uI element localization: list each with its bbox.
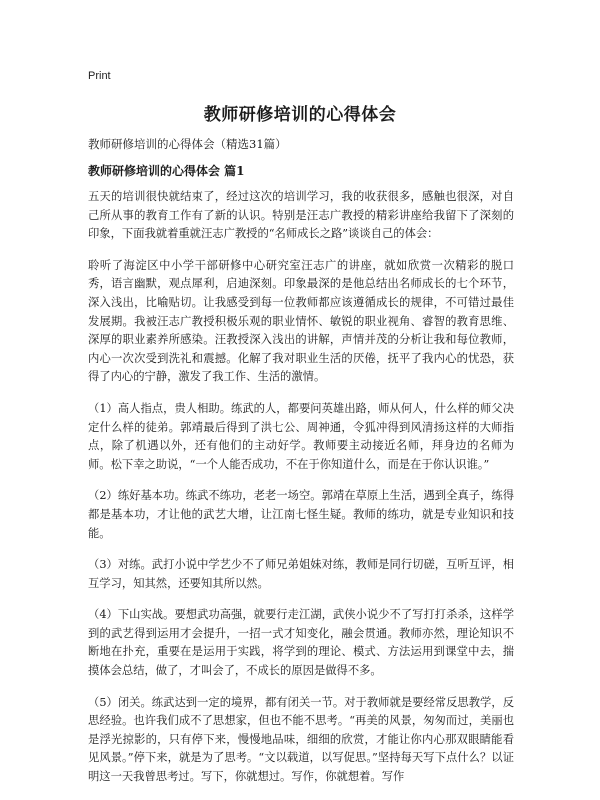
paragraph-4: （2）练好基本功。练武不练功，老老一场空。郭靖在草原上生活，遇到全真子，练得都是基本功，才让他的武艺大增，让江南七怪生疑。教师的练功，就是专业知识和技能。 <box>88 489 514 540</box>
paragraph-5: （3）对练。武打小说中学艺少不了师兄弟姐妹对练，教师是同行切磋，互听互评，相互学习，知其然，还要知其所以然。 <box>88 558 514 590</box>
paragraph-6: （4）下山实战。要想武功高强，就要行走江湖，武侠小说少不了写打打杀杀，这样学到的武艺得到运用才会提升，一招一式才知变化，融会贯通。教师亦然，理论知识不断地在扑充，重要在是运用于实践，将学到的理论、模式、方法运用到课堂中去，揣摸体会总结，做了，才叫会了，不成长的原因是做得不多。 <box>88 608 514 678</box>
paragraph-1: 五天的培训很快就结束了，经过这次的培训学习，我的收获很多，感触也很深，对自己所从事的教育工作有了新的认识。特别是汪志广教授的精彩讲座给我留下了深刻的印象，下面我就着重就汪志广教授的“名师成长之路”谈谈自己的体会： <box>88 190 514 241</box>
paragraph-7: （5）闭关。练武达到一定的境界，都有闭关一节。对于教师就是要经常反思教学，反思经验。也许我们成不了思想家，但也不能不思考。“再美的风景，匆匆而过，美丽也是浮光掠影的，只有停下来，慢慢地品味，细细的欣赏，才能让你内心那双眼睛能看见风景。”停下来，就是为了思考。“文以载道，以写促思。”坚持每天写下点什么？以证明这一天我曾思考过。写下，你就想过。写作，你就想着。写作 <box>88 695 514 784</box>
document-subtitle: 教师研修培训的心得体会（精选31篇） <box>88 137 287 151</box>
section-heading: 教师研修培训的心得体会 篇1 <box>88 164 245 178</box>
paragraph-2: 聆听了海淀区中小学干部研修中心研究室汪志广的讲座，就如欣赏一次精彩的脱口秀，语言幽默，观点犀利，启迪深刻。印象最深的是他总结出名师成长的七个环节，深入浅出，比喻贴切。让我感受到每一位教师都应该遵循成长的规律，不可错过最佳发展期。我被汪志广教授积极乐观的职业情怀、敏锐的职业视角、睿智的教育思维、深厚的职业素养所感染。汪教授深入浅出的讲解，声情并茂的分析让我和每位教师，内心一次次受到洗礼和震撼。化解了我对职业生活的厌倦，抚平了我内心的忧恐，获得了内心的宁静，激发了我工作、生活的激情。 <box>88 258 514 384</box>
page-title: 教师研修培训的心得体会 <box>203 105 397 125</box>
print-link[interactable]: Print <box>88 70 111 82</box>
article-body <box>88 188 514 800</box>
paragraph-3: （1）高人指点，贵人相助。练武的人，都要问英雄出路，师从何人，什么样的师父决定什么样的徒弟。郭靖最后得到了洪七公、周神通，令狐冲得到风清扬这样的大师指点，除了机遇以外，还有他们的主动好学。教师要主动接近名师，拜身边的名师为师。松下幸之助说，“一个人能否成功，不在于你知道什么，而是在于你认识谁。” <box>88 401 514 471</box>
